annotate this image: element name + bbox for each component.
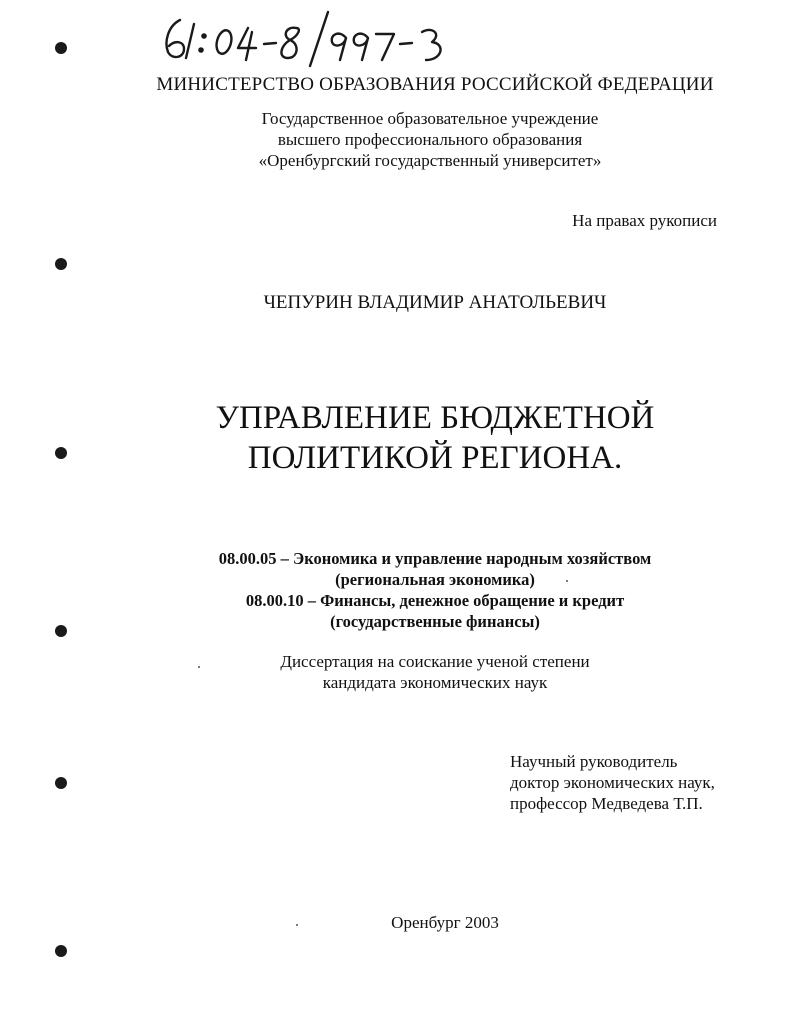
specialty-line-3: 08.00.10 – Финансы, денежное обращение и кредит (245, 591, 625, 610)
city-year: Оренбург 2003 (391, 913, 499, 932)
specialty-line-1: 08.00.05 – Экономика и управление народным хозяйством (218, 549, 652, 568)
author-name: ЧЕПУРИН ВЛАДИМИР АНАТОЛЬЕВИЧ (263, 292, 607, 313)
ministry-heading: МИНИСТЕРСТВО ОБРАЗОВАНИЯ РОССИЙСКОЙ ФЕДЕРАЦИИ (156, 74, 714, 95)
handwritten-registration-number (150, 8, 470, 68)
punch-hole-3 (55, 447, 67, 459)
specialty-line-2: (региональная экономика) (335, 570, 535, 589)
degree-line-2: кандидата экономических наук (322, 673, 548, 692)
punch-hole-1 (55, 42, 67, 54)
degree-line-1: Диссертация на соискание ученой степени (280, 652, 590, 671)
institution-line-1: Государственное образовательное учреждение (261, 109, 599, 128)
punch-hole-6 (55, 945, 67, 957)
supervisor-line-3: профессор Медведева Т.П. (510, 794, 703, 813)
supervisor-line-2: доктор экономических наук, (510, 773, 715, 792)
manuscript-rights-note: На правах рукописи (572, 211, 717, 230)
dissertation-title-line-1: УПРАВЛЕНИЕ БЮДЖЕТНОЙ (215, 400, 655, 436)
punch-hole-2 (55, 258, 67, 270)
institution-line-2: высшего профессионального образования (277, 130, 583, 149)
specialty-line-4: (государственные финансы) (330, 612, 540, 631)
dissertation-title-line-2: ПОЛИТИКОЙ РЕГИОНА. (247, 440, 623, 476)
punch-hole-5 (55, 777, 67, 789)
institution-line-3: «Оренбургский государственный университет» (258, 151, 602, 170)
scan-speck (296, 924, 298, 926)
scan-speck (198, 666, 200, 668)
supervisor-line-1: Научный руководитель (510, 752, 678, 771)
punch-hole-4 (55, 625, 67, 637)
